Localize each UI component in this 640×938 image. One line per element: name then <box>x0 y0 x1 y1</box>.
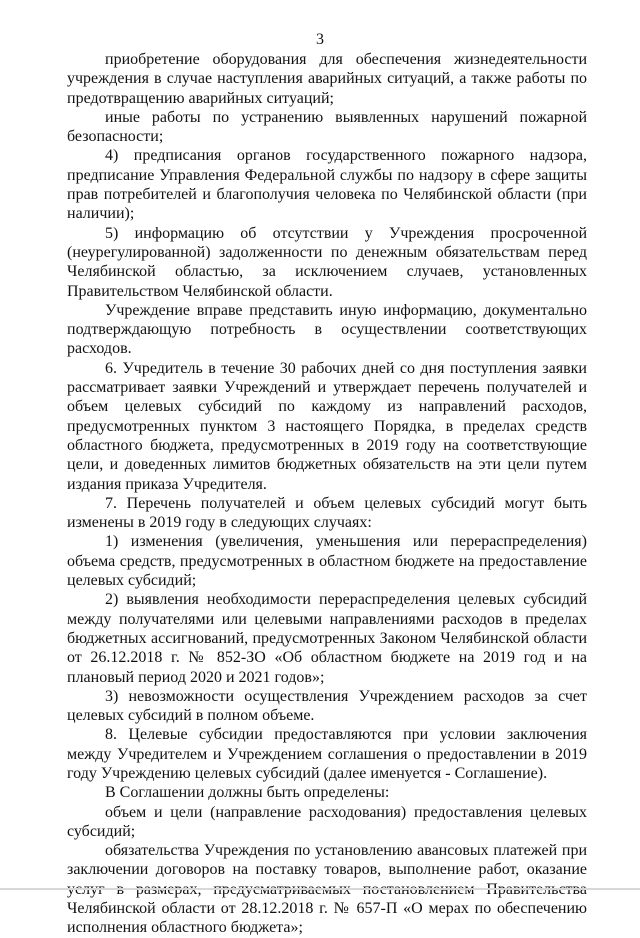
paragraph: 5) информацию об отсутствии у Учреждения просроченной (неурегулированной) задолженности по денежным обязательствам перед Челябинской областью, за исключением случаев, установленных Правительством Челябинской области. <box>67 224 587 300</box>
paragraph: объем и цели (направление расходования) предоставления целевых субсидий; <box>67 803 587 840</box>
paragraph: 3) невозможности осуществления Учреждением расходов за счет целевых субсидий в полном объеме. <box>67 687 587 725</box>
scan-edge-line <box>0 888 640 890</box>
paragraph: 4) предписания органов государственного пожарного надзора, предписание Управления Федеральной службы по надзору в сфере защиты прав потребителей и благополучия человека по Челябинской области (при наличии); <box>67 147 587 223</box>
paragraph: В Соглашении должны быть определены: <box>105 784 390 802</box>
paragraph: 7. Перечень получателей и объем целевых субсидий могут быть изменены в 2019 году в следующих случаях: <box>67 494 587 532</box>
paragraph: Учреждение вправе представить иную информацию, документально подтверждающую потребность в осуществлении соответствующих расходов. <box>67 301 587 358</box>
paragraph: обязательства Учреждения по установлению авансовых платежей при заключении договоров на поставку товаров, выполнение работ, оказание Челябинской области от 28.12.2018 г. № 657-П «О мерах по обеспечению исполнения областного бюджета»; <box>67 842 587 937</box>
paragraph: приобретение оборудования для обеспечения жизнедеятельности учреждения в случае наступления аварийных ситуаций, а также работы по предотвращению аварийных ситуаций; <box>67 51 587 107</box>
paragraph: 1) изменения (увеличения, уменьшения или перераспределения) объема средств, предусмотренных в областном бюджете на предоставление целевых субсидий; <box>67 533 587 590</box>
document-body <box>67 50 587 938</box>
paragraph: 8. Целевые субсидии предоставляются при условии заключения между Учредителем и Учреждением соглашения о предоставлении в 2019 году Учреждению целевых субсидий (далее именуется - Соглашение). <box>67 726 587 782</box>
paragraph: 2) выявления необходимости перераспределения целевых субсидий между получателями или целевыми направлениями расходов в пределах бюджетных ассигнований, предусмотренных Законом Челябинской области от 26.12.2018 г. № 852-ЗО «Об областном бюджете на 2019 год и на плановый период 2020 и 2021 годов»; <box>67 591 587 686</box>
page-number: 3 <box>316 31 324 48</box>
paragraph: 6. Учредитель в течение 30 рабочих дней со дня поступления заявки рассматривает заявки Учреждений и утверждает перечень получателей и объем целевых субсидий по каждому из направлений расходов, предусмотренных пунктом 3 настоящего Порядка, в пределах средств областного бюджета, предусмотренных в 2019 году на соответствующие цели, и доведенных лимитов бюджетных обязательств на эти цели путем издания приказа Учредителя. <box>67 359 587 493</box>
paragraph: иные работы по устранению выявленных нарушений пожарной безопасности; <box>67 108 587 146</box>
